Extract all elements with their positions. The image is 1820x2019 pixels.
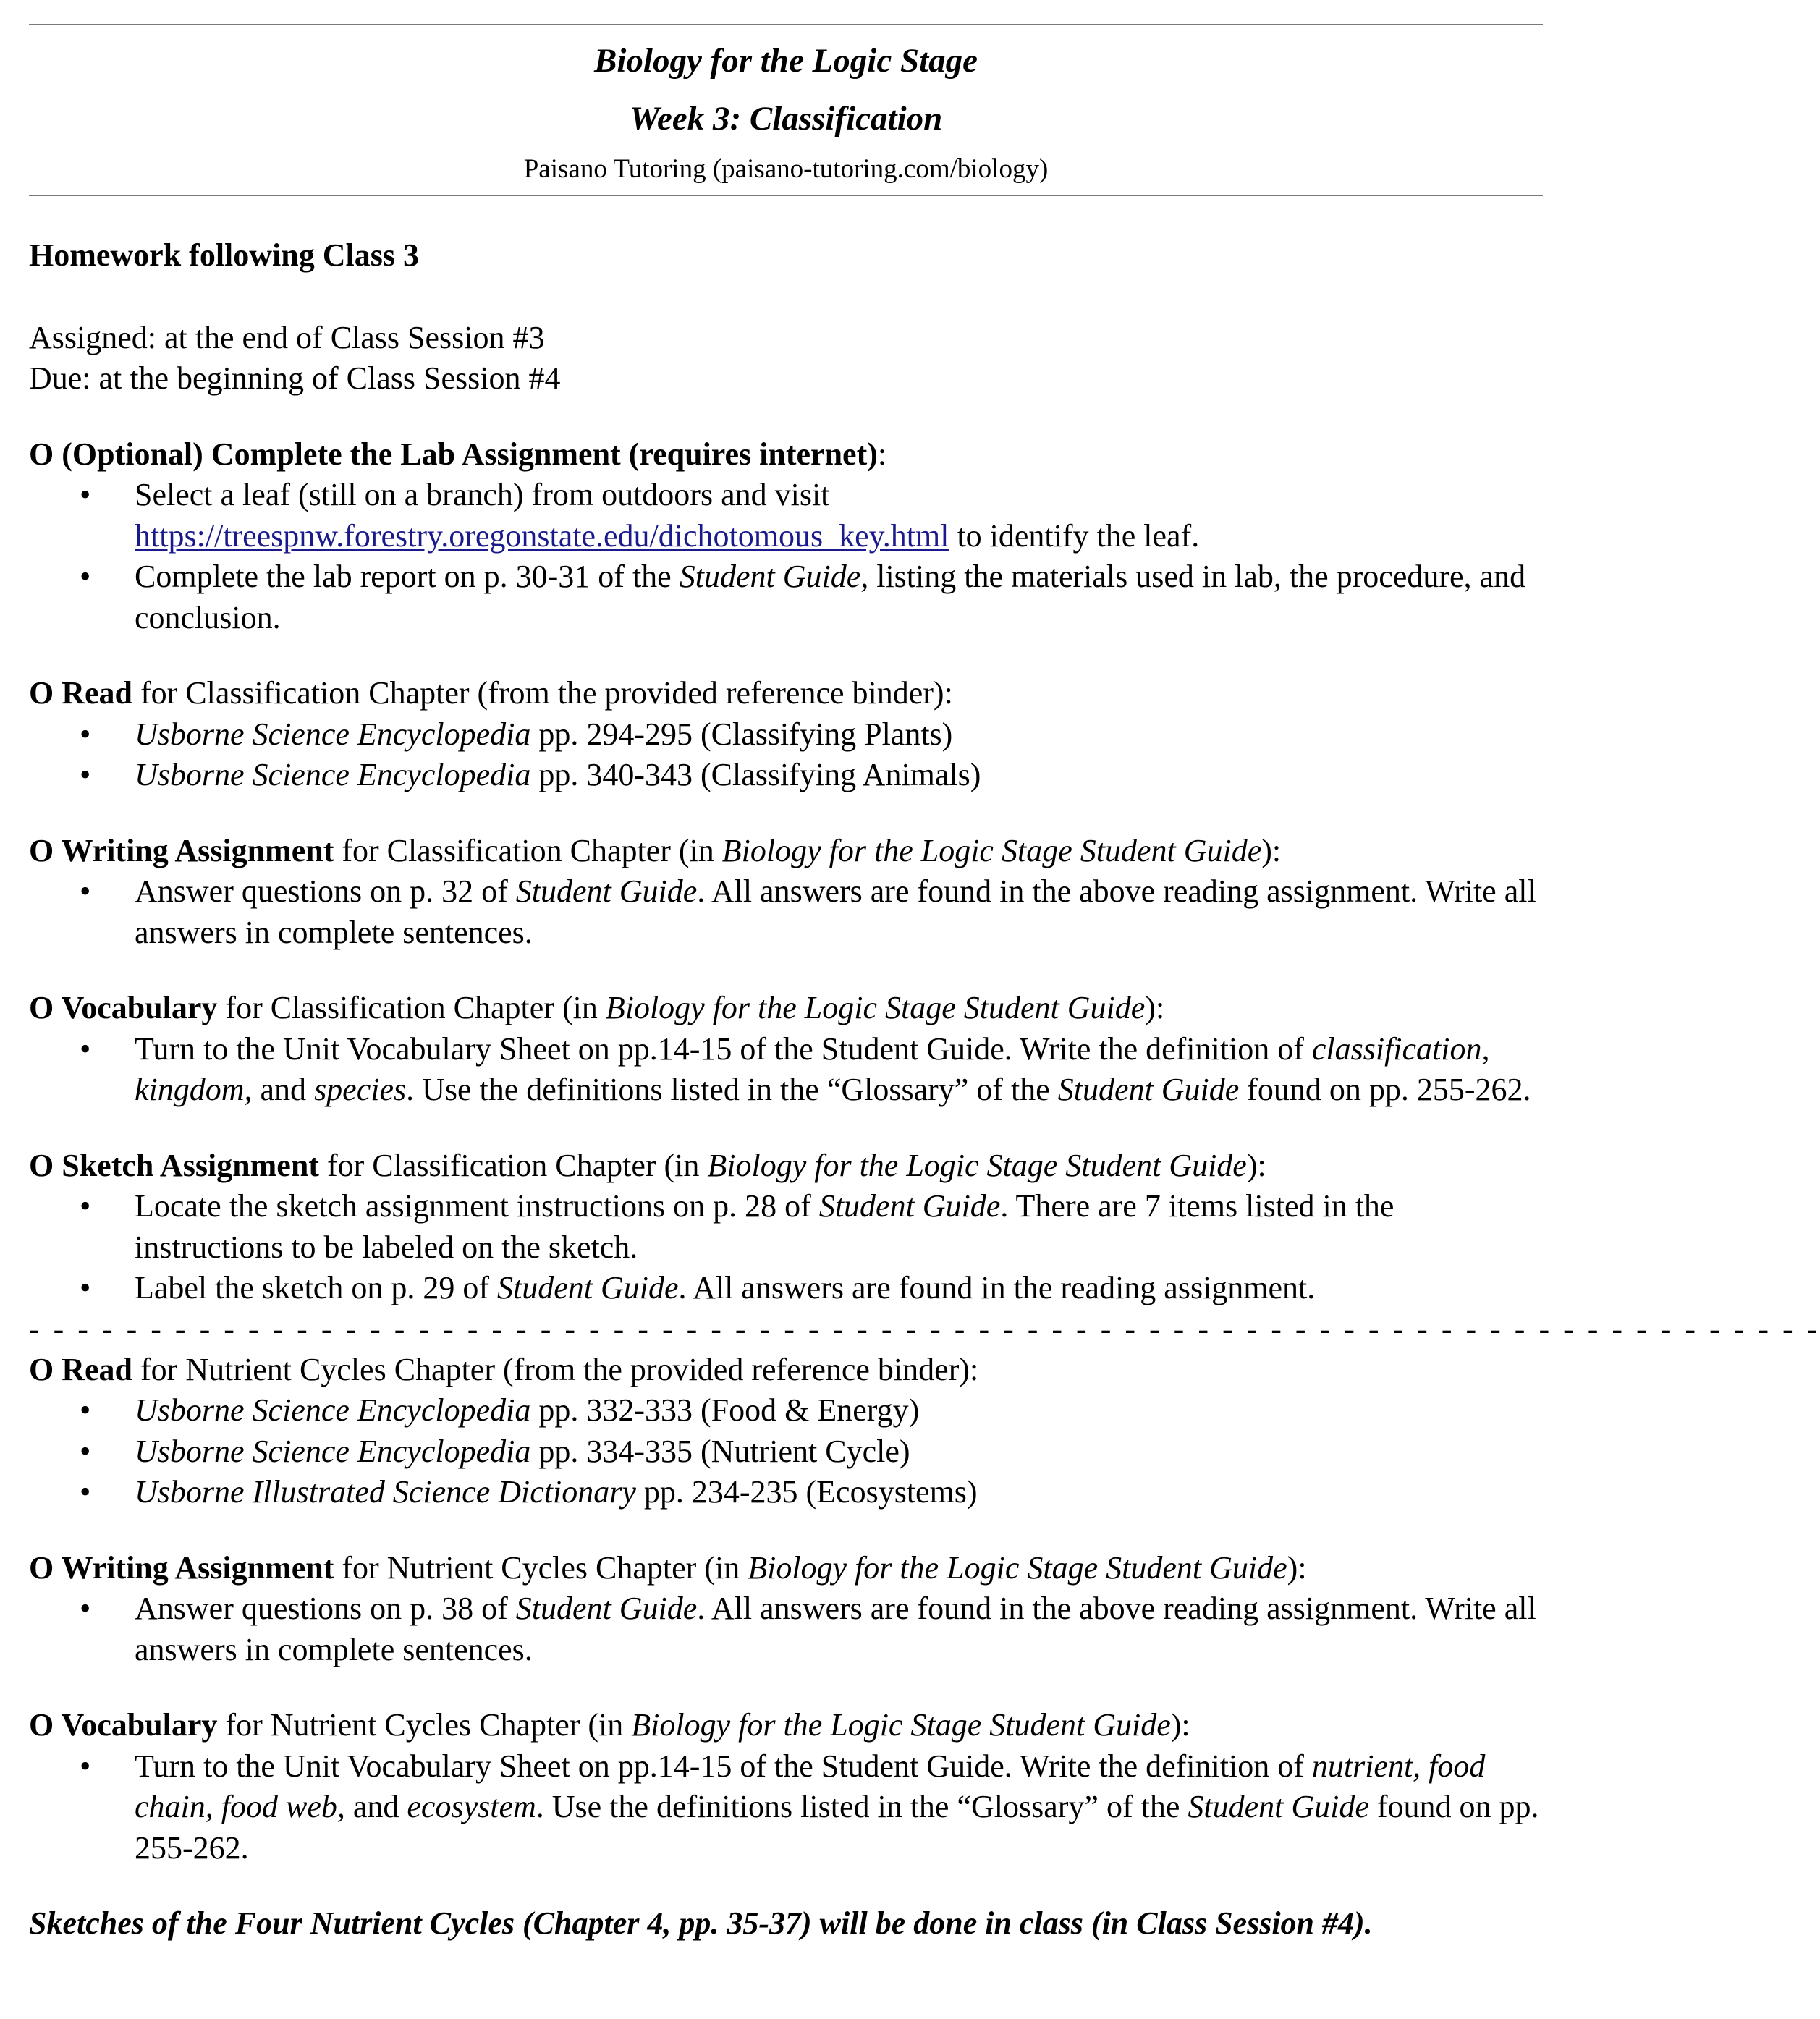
sketch-rest: for Classification Chapter (in	[318, 1147, 708, 1183]
vocab-label: Vocabulary	[61, 1707, 218, 1743]
read-label: Read	[62, 675, 133, 711]
bullet-icon: •	[80, 559, 91, 594]
writing-label: Writing Assignment	[61, 1549, 334, 1586]
dashed-divider: - - - - - - - - - - - - - - - - - - - - - - - - - - - - - - - - - - - - - - - - - - - - - - - - - - - - - - - - - - - - - - - - - - - - - - - - - -	[29, 1311, 1820, 1347]
checkbox-marker[interactable]: O	[29, 436, 54, 472]
list-item	[29, 475, 1543, 556]
checkbox-marker[interactable]: O	[29, 1147, 54, 1183]
book-title: Biology for the Logic Stage Student Guide	[721, 832, 1262, 868]
lab-colon: :	[877, 436, 887, 472]
vocab-term: ecosystem	[407, 1789, 536, 1824]
writing-rest: for Classification Chapter (in	[334, 832, 722, 868]
book-title: Biology for the Logic Stage Student Guide	[631, 1707, 1171, 1743]
list-item	[29, 1431, 1543, 1473]
final-note: Sketches of the Four Nutrient Cycles (Chapter 4, pp. 35-37) will be done in class (in Class Session #4).	[29, 1905, 1373, 1941]
bullet-icon: •	[80, 1748, 91, 1784]
vocab-nutrient-bullets	[29, 1746, 1543, 1869]
book-title: Usborne Illustrated Science Dictionary	[135, 1474, 636, 1510]
vocab-b-end: found on pp. 255-262.	[1239, 1072, 1531, 1107]
vocab-guide: Student Guide	[1057, 1072, 1240, 1107]
writing-nutrient-section	[29, 1548, 1543, 1671]
lab-section	[29, 434, 1543, 639]
book-title: Usborne Science Encyclopedia	[135, 1392, 531, 1428]
sketch-section	[29, 1146, 1543, 1309]
writing-b-end: . All answers are found in the above reading assignment. Write all answers in complete sentences.	[135, 873, 1536, 950]
vocab-and: and	[252, 1072, 315, 1107]
homework-content	[29, 235, 1820, 1944]
book-title: Usborne Science Encyclopedia	[135, 1433, 531, 1469]
sketch-b1-text: Locate the sketch assignment instructions on p. 28 of	[135, 1188, 819, 1224]
read-classification-section	[29, 673, 1543, 796]
list-item	[29, 755, 1543, 796]
document-header	[29, 32, 1543, 191]
writing-classification-section	[29, 831, 1543, 954]
book-title: Biology for the Logic Stage Student Guide	[707, 1147, 1247, 1183]
sketch-b2-text: Label the sketch on p. 29 of	[135, 1270, 497, 1305]
lab-b2-italic: Student Guide,	[679, 559, 869, 594]
dichotomous-key-link[interactable]: https://treespnw.forestry.oregonstate.edu/dichotomous_key.html	[135, 517, 949, 554]
sketch-b2-end: . All answers are found in the reading assignment.	[678, 1270, 1316, 1305]
checkbox-marker[interactable]: O	[29, 832, 54, 868]
writing-b-italic: Student Guide	[515, 1591, 698, 1626]
book-title: Usborne Science Encyclopedia	[135, 757, 531, 792]
bullet-icon: •	[80, 1474, 91, 1510]
bullet-icon: •	[80, 1270, 91, 1305]
checkbox-marker[interactable]: O	[29, 1707, 54, 1743]
header-bottom-rule	[29, 195, 1543, 196]
bullet-icon: •	[80, 1433, 91, 1469]
checkbox-marker[interactable]: O	[29, 675, 54, 711]
bullet-icon: •	[80, 477, 91, 512]
list-item	[29, 1268, 1543, 1309]
sketch-b2-italic: Student Guide	[496, 1270, 679, 1305]
vocab-classification-bullets	[29, 1029, 1543, 1111]
book-title: Biology for the Logic Stage Student Guide	[748, 1549, 1287, 1586]
writing-classification-heading	[29, 831, 1543, 872]
vocab-and: and	[344, 1789, 407, 1824]
writing-rest: for Nutrient Cycles Chapter (in	[334, 1549, 748, 1586]
list-item	[29, 1746, 1543, 1869]
writing-b-italic: Student Guide	[515, 873, 698, 909]
writing-nutrient-bullets	[29, 1588, 1543, 1670]
due-line: Due: at the beginning of Class Session #4	[29, 360, 561, 396]
bullet-icon: •	[80, 1188, 91, 1224]
vocab-b-mid: . Use the definitions listed in the “Glossary” of the	[536, 1789, 1188, 1824]
sketch-bullets	[29, 1186, 1543, 1309]
bullet-icon: •	[80, 1591, 91, 1626]
vocab-b-mid: . Use the definitions listed in the “Glossary” of the	[406, 1072, 1058, 1107]
lab-b1-text: Select a leaf (still on a branch) from outdoors and visit	[135, 477, 830, 512]
list-item	[29, 714, 1543, 755]
sketch-b1-end: . There are 7 items listed in the instructions to be labeled on the sketch.	[135, 1188, 1394, 1265]
read-nutrient-bullets	[29, 1390, 1543, 1513]
read-classification-bullets	[29, 714, 1543, 796]
book-title: Usborne Science Encyclopedia	[135, 716, 531, 752]
assignment-dates	[29, 318, 1543, 399]
vocab-guide: Student Guide	[1188, 1789, 1369, 1824]
lab-title: (Optional) Complete the Lab Assignment (requires internet)	[62, 436, 878, 472]
writing-end: ):	[1287, 1549, 1307, 1586]
header-top-rule	[29, 24, 1543, 25]
source-line: Paisano Tutoring (paisano-tutoring.com/biology)	[523, 154, 1049, 184]
lab-b1-end: to identify the leaf.	[949, 517, 1200, 554]
vocab-end: ):	[1145, 990, 1165, 1025]
read-nutrient-heading	[29, 1350, 1543, 1391]
book-title: Biology for the Logic Stage Student Guide	[605, 990, 1146, 1025]
vocab-term: species	[314, 1072, 407, 1107]
read-rest: for Nutrient Cycles Chapter (from the provided reference binder):	[132, 1351, 979, 1387]
vocab-rest: for Classification Chapter (in	[217, 990, 606, 1025]
page-range: pp. 294-295 (Classifying Plants)	[530, 716, 953, 752]
read-label: Read	[62, 1351, 133, 1387]
writing-label: Writing Assignment	[61, 832, 334, 868]
checkbox-marker[interactable]: O	[29, 990, 54, 1025]
checkbox-marker[interactable]: O	[29, 1351, 54, 1387]
sketch-b1-italic: Student Guide	[818, 1188, 1001, 1224]
vocab-terms: classification, kingdom,	[135, 1030, 1490, 1107]
vocab-nutrient-heading	[29, 1705, 1543, 1746]
homework-heading: Homework following Class 3	[29, 237, 419, 273]
list-item	[29, 1390, 1543, 1431]
writing-b-text: Answer questions on p. 32 of	[135, 873, 516, 909]
lab-b2-text: Complete the lab report on p. 30-31 of the	[135, 559, 680, 594]
list-item	[29, 1186, 1543, 1268]
page-range: pp. 334-335 (Nutrient Cycle)	[530, 1433, 910, 1469]
writing-b-text: Answer questions on p. 38 of	[135, 1591, 516, 1626]
list-item	[29, 1472, 1543, 1513]
sketch-label: Sketch Assignment	[62, 1147, 319, 1183]
writing-nutrient-heading	[29, 1548, 1543, 1589]
page-range: pp. 332-333 (Food & Energy)	[530, 1392, 920, 1428]
sketch-heading	[29, 1146, 1543, 1187]
vocab-b-end: found on pp. 255-262.	[135, 1789, 1539, 1866]
vocab-classification-section	[29, 988, 1543, 1111]
writing-classification-bullets	[29, 871, 1543, 953]
vocab-terms: nutrient, food chain, food web,	[135, 1748, 1486, 1824]
lab-bullets	[29, 475, 1543, 638]
read-classification-heading	[29, 673, 1543, 714]
list-item	[29, 871, 1543, 953]
bullet-icon: •	[80, 716, 91, 752]
list-item	[29, 556, 1543, 638]
bullet-icon: •	[80, 1030, 91, 1067]
bullet-icon: •	[80, 873, 91, 909]
sketch-end: ):	[1246, 1147, 1266, 1183]
vocab-b-text: Turn to the Unit Vocabulary Sheet on pp.14-15 of the Student Guide. Write the definition of	[135, 1030, 1312, 1067]
vocab-classification-heading	[29, 988, 1543, 1029]
vocab-end: ):	[1170, 1707, 1190, 1743]
list-item	[29, 1588, 1543, 1670]
list-item	[29, 1029, 1543, 1111]
checkbox-marker[interactable]: O	[29, 1549, 54, 1586]
writing-end: ):	[1261, 832, 1282, 868]
vocab-rest: for Nutrient Cycles Chapter (in	[217, 1707, 632, 1743]
week-title: Week 3: Classification	[629, 100, 943, 137]
page-range: pp. 234-235 (Ecosystems)	[635, 1474, 978, 1510]
course-title: Biology for the Logic Stage	[593, 42, 978, 80]
lab-heading	[29, 434, 1543, 475]
bullet-icon: •	[80, 757, 91, 792]
vocab-b-text: Turn to the Unit Vocabulary Sheet on pp.14-15 of the Student Guide. Write the definition of	[135, 1748, 1312, 1784]
lab-b2-end: listing the materials used in lab, the procedure, and conclusion.	[135, 559, 1526, 635]
read-rest: for Classification Chapter (from the provided reference binder):	[132, 675, 953, 711]
bullet-icon: •	[80, 1392, 91, 1428]
assigned-line: Assigned: at the end of Class Session #3	[29, 319, 545, 355]
vocab-label: Vocabulary	[61, 990, 218, 1025]
vocab-nutrient-section	[29, 1705, 1543, 1868]
read-nutrient-section	[29, 1350, 1543, 1513]
writing-b-end: . All answers are found in the above reading assignment. Write all answers in complete sentences.	[135, 1591, 1536, 1667]
page-range: pp. 340-343 (Classifying Animals)	[530, 757, 981, 792]
